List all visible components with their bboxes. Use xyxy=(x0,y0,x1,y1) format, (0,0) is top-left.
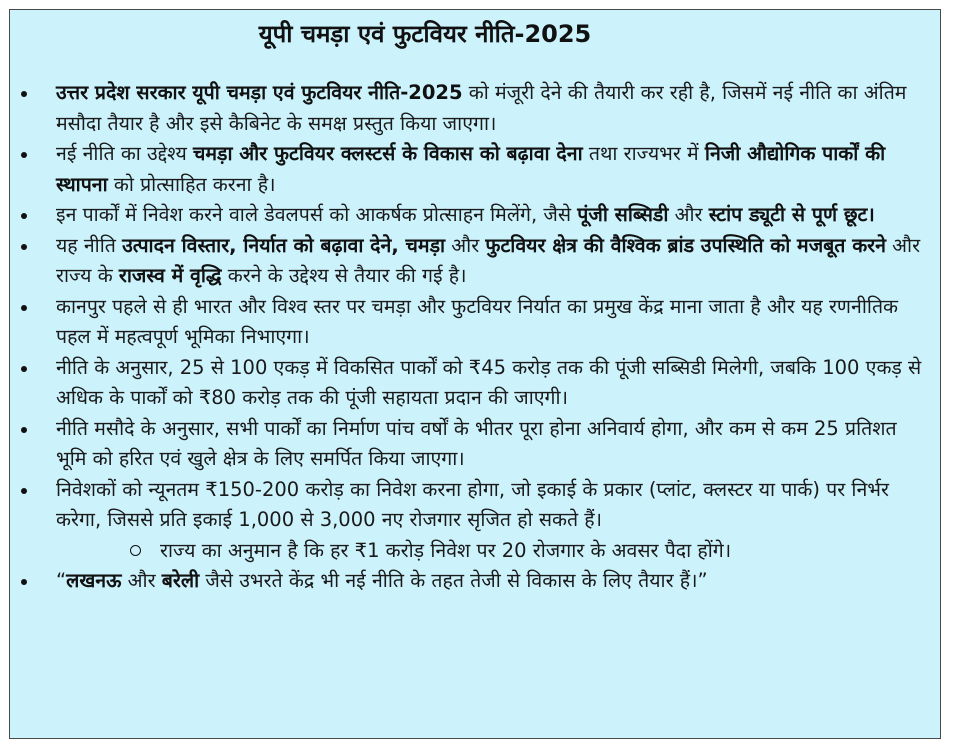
bold-text: लखनऊ xyxy=(66,569,122,592)
text: और xyxy=(445,233,486,257)
sub-bullet-item xyxy=(10,536,942,567)
bold-text: उत्पादन विस्तार, निर्यात को बढ़ावा देने, चमड़ा xyxy=(122,233,446,257)
text: “ xyxy=(56,569,67,592)
bullet-item xyxy=(10,292,942,353)
bullet-item xyxy=(10,475,942,536)
bold-text: बरेली xyxy=(161,569,200,592)
bold-text: स्टांप ड्यूटी से पूर्ण छूट। xyxy=(708,203,875,226)
bullet-item xyxy=(10,139,942,200)
bold-text: चमड़ा और फुटवियर क्लस्टर्स के विकास को बढ़ावा देना xyxy=(192,142,583,165)
text: जैसे उभरते केंद्र भी नई नीति के तहत तेजी से विकास के लिए तैयार हैं।” xyxy=(199,569,708,592)
text: को मंजूरी देने की तैयारी कर रही है, जिसमें नई नीति का अंतिम मसौदा तैयार है और इसे कैबिनेट के समक्ष प्रस्तुत किया जाएगा। xyxy=(56,81,907,135)
text: नीति मसौदे के अनुसार, सभी पार्कों का निर्माण पांच वर्षों के भीतर पूरा होना अनिवार्य होगा, और कम से कम 25 प्रतिशत भूमि को हरित एवं खुले क्षेत्र के लिए समर्पित किया जाएगा। xyxy=(56,416,897,470)
bullet-list xyxy=(10,78,942,597)
text: और राज्य के xyxy=(56,233,921,287)
bullet-item xyxy=(10,566,942,597)
text: इन पार्कों में निवेश करने वाले डेवलपर्स को आकर्षक प्रोत्साहन मिलेंगे, जैसे xyxy=(56,203,578,226)
bullet-item xyxy=(10,200,942,231)
text: को प्रोत्साहित करना है। xyxy=(107,172,276,196)
bold-text: उत्तर प्रदेश सरकार यूपी चमड़ा एवं फुटवियर नीति-2025 xyxy=(56,81,463,104)
page-title: यूपी चमड़ा एवं फुटवियर नीति-2025 xyxy=(258,20,592,48)
text: तथा राज्यभर में xyxy=(582,142,705,165)
bold-text: राजस्व में वृद्धि xyxy=(118,264,222,287)
bold-text: फुटवियर क्षेत्र की वैश्विक ब्रांड उपस्थिति को मजबूत करने xyxy=(485,233,886,257)
text: और xyxy=(121,569,162,592)
content-box xyxy=(9,9,941,739)
text: और xyxy=(668,203,709,226)
text: निवेशकों को न्यूनतम ₹150-200 करोड़ का निवेश करना होगा, जो इकाई के प्रकार (प्लांट, क्लस्टर या पार्क) पर निर्भर करेगा, जिससे प्रति इकाई 1,000 से 3,000 नए रोजगार सृजित हो सकते हैं। xyxy=(56,477,889,531)
bullet-item xyxy=(10,78,942,139)
text: नीति के अनुसार, 25 से 100 एकड़ में विकसित पार्कों को ₹45 करोड़ तक की पूंजी सब्सिडी मिलेगी, जबकि 100 एकड़ से अधिक के पार्कों को ₹80 करोड़ तक की पूंजी सहायता प्रदान की जाएगी। xyxy=(56,355,922,409)
bold-text: पूंजी सब्सिडी xyxy=(577,203,669,226)
text: कानपुर पहले से ही भारत और विश्व स्तर पर चमड़ा और फुटवियर निर्यात का प्रमुख केंद्र माना जाता है और यह रणनीतिक पहल में महत्वपूर्ण भूमिका निभाएगा। xyxy=(56,294,899,348)
text: राज्य का अनुमान है कि हर ₹1 करोड़ निवेश पर 20 रोजगार के अवसर पैदा होंगे। xyxy=(160,538,732,562)
bullet-item xyxy=(10,353,942,414)
bullet-item xyxy=(10,231,942,292)
text: नई नीति का उद्देश्य xyxy=(56,142,193,165)
text: यह नीति xyxy=(56,233,123,257)
bullet-item xyxy=(10,414,942,475)
bold-text: निजी औद्योगिक पार्कों की स्थापना xyxy=(56,142,886,196)
text: करने के उद्देश्य से तैयार की गई है। xyxy=(221,264,467,287)
